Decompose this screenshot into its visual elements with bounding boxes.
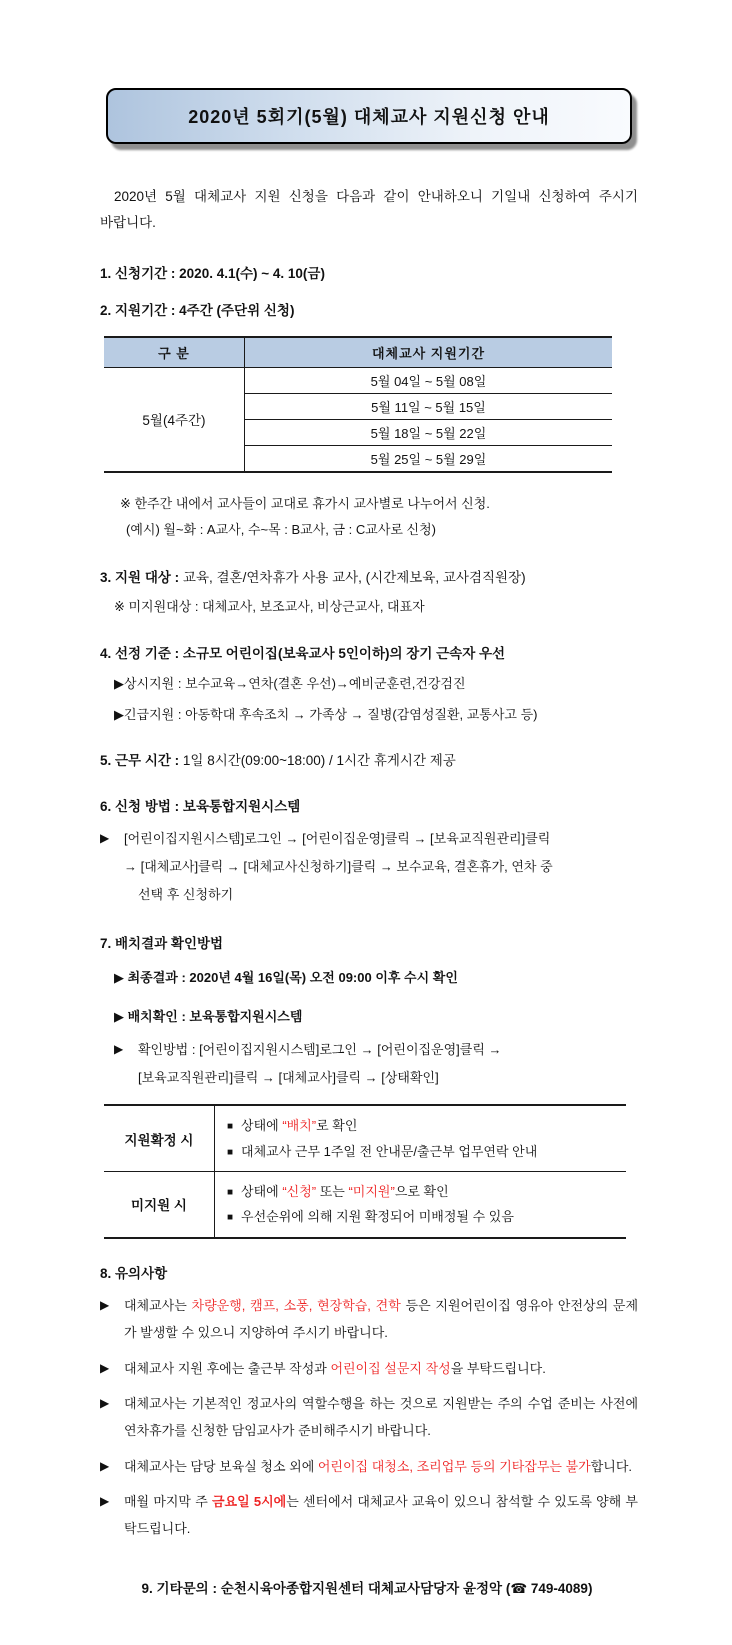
- section-3-text: 교육, 결혼/연차휴가 사용 교사, (시간제보육, 교사겸직원장): [182, 569, 526, 585]
- table-note-line1: ※ 한주간 내에서 교사들이 교대로 휴가시 교사별로 나누어서 신청.: [120, 495, 490, 511]
- table-cell-week4: 5월 25일 ~ 5월 29일: [370, 451, 487, 467]
- section-3-note: ※ 미지원대상 : 대체교사, 보조교사, 비상근교사, 대표자: [114, 599, 425, 615]
- section-7-check-method: [100, 1036, 638, 1092]
- section-1-application-period: 1. 신청기간 : 2020. 4.1(수) ~ 4. 10(금): [100, 265, 325, 281]
- document-title: 2020년 5회기(5월) 대체교사 지원신청 안내: [106, 88, 632, 144]
- table-note: [100, 491, 638, 543]
- section-3-label: 3. 지원 대상 :: [100, 569, 183, 585]
- table-row-label: 5월(4주간): [104, 367, 245, 472]
- survey-request-text: 어린이집 설문지 작성: [330, 1360, 451, 1376]
- square-bullet-icon: ■: [227, 1212, 234, 1224]
- section-7-placement-check: [100, 933, 638, 1092]
- table-cell-week1: 5월 04일 ~ 5월 08일: [245, 367, 613, 393]
- not-supported-item1: ■ 상태에 “신청” 또는 “미지원”으로 확인: [227, 1183, 449, 1199]
- triangle-bullet-icon: ▶: [100, 1493, 110, 1508]
- not-supported-item2: ■ 우선순위에 의해 지원 확정되어 미배정될 수 있음: [227, 1209, 514, 1225]
- section-5-working-hours: [100, 750, 638, 772]
- table-note-line2: (예시) 월~화 : A교사, 수~목 : B교사, 금 : C교사로 신청): [126, 521, 437, 537]
- section-6-application-method: [100, 796, 638, 909]
- status-badge-placed: “배치”: [282, 1118, 317, 1134]
- table-cell-week3: 5월 18일 ~ 5월 22일: [245, 419, 613, 445]
- triangle-bullet-icon: ▶: [100, 1396, 110, 1411]
- prohibited-tasks-text: 어린이집 대청소, 조리업무 등의 기타잡무는 불가: [317, 1458, 591, 1474]
- table-row-not-supported: [104, 1171, 626, 1237]
- square-bullet-icon: ■: [227, 1186, 234, 1198]
- precaution-item-3: ▶ 대체교사는 기본적인 정교사의 역할수행을 하는 것으로 지원받는 주의 수업 준비는 사전에 연차휴가를 신청한 담임교사가 준비해주시기 바랍니다.: [100, 1390, 638, 1445]
- table-header-row: [104, 337, 612, 368]
- section-8-heading: 8. 유의사항: [100, 1265, 168, 1281]
- precaution-item-1: ▶ 대체교사는 차량운행, 캠프, 소풍, 현장학습, 견학 등은 지원어린이집 영유아 안전상의 문제가 발생할 수 있으니 지양하여 주시기 바랍니다.: [100, 1292, 638, 1347]
- square-bullet-icon: ■: [227, 1146, 234, 1158]
- square-bullet-icon: ■: [227, 1121, 234, 1133]
- status-badge-applied: “신청”: [282, 1183, 317, 1199]
- section-6-heading: 6. 신청 방법 : 보육통합지원시스템: [100, 798, 301, 814]
- support-period-table: [104, 336, 612, 473]
- triangle-bullet-icon: ▶: [100, 1298, 110, 1313]
- section-7-heading: 7. 배치결과 확인방법: [100, 936, 224, 952]
- confirmed-item1: ■ 상태에 “배치”로 확인: [227, 1118, 358, 1134]
- section-2-support-period: 2. 지원기간 : 4주간 (주단위 신청): [100, 303, 295, 319]
- section-3-eligibility: [100, 567, 638, 619]
- table-row: [104, 367, 612, 393]
- training-time-text: 금요일 5시에: [211, 1493, 287, 1509]
- section-4-regular-support: ▶상시지원 : 보수교육→연차(결혼 우선)→예비군훈련,건강검진: [114, 675, 466, 691]
- section-4-urgent-support: ▶긴급지원 : 아동학대 후속조치 → 가족상 → 질병(감염성질환, 교통사고 등): [114, 706, 538, 722]
- confirmed-label: 지원확정 시: [104, 1105, 215, 1171]
- section-8-precautions: [100, 1263, 638, 1543]
- section-5-text: 1일 8시간(09:00~18:00) / 1시간 휴게시간 제공: [182, 753, 456, 769]
- section-9-contact: 9. 기타문의 : 순천시육아종합지원센터 대체교사담당자 윤정악 (☎ 749-4089): [141, 1580, 593, 1596]
- precaution-item-4: ▶ 대체교사는 담당 보육실 청소 외에 어린이집 대청소, 조리업무 등의 기타잡무는 불가합니다.: [100, 1453, 638, 1480]
- section-5-label: 5. 근무 시간 :: [100, 753, 183, 769]
- triangle-bullet-icon: ▶: [100, 1360, 110, 1375]
- status-result-table: [104, 1104, 626, 1238]
- triangle-bullet-icon: ▶: [100, 1458, 110, 1473]
- not-supported-label: 미지원 시: [104, 1171, 215, 1237]
- section-6-step-line3: 선택 후 신청하기: [138, 887, 234, 903]
- section-4-selection-criteria: [100, 643, 638, 726]
- section-6-steps: [100, 825, 638, 909]
- section-7-check-line1: 확인방법 : [어린이집지원시스템]로그인 → [어린이집운영]클릭 →: [138, 1042, 502, 1058]
- restricted-activities-text: 차량운행, 캠프, 소풍, 현장학습, 견학: [191, 1298, 401, 1314]
- section-7-check-line2: [보육교직원관리]클릭 → [대체교사]클릭 → [상태확인]: [138, 1070, 439, 1086]
- section-4-heading: 4. 선정 기준 : 소규모 어린이집(보육교사 5인이하)의 장기 근속자 우선: [100, 646, 506, 662]
- triangle-bullet-icon: ▶: [100, 831, 110, 846]
- table-header-category: 구 분: [104, 337, 245, 368]
- section-7-placement-confirm: ▶ 배치확인 : 보육통합지원시스템: [114, 1008, 303, 1024]
- status-badge-unsupported: “미지원”: [348, 1183, 395, 1199]
- confirmed-item2: ■ 대체교사 근무 1주일 전 안내문/출근부 업무연락 안내: [227, 1143, 538, 1159]
- section-6-step-line2: → [대체교사]클릭 → [대체교사신청하기]클릭 → 보수교육, 결혼휴가, 연차 중: [124, 859, 553, 875]
- table-header-period: 대체교사 지원기간: [245, 337, 613, 368]
- table-cell-week2: 5월 11일 ~ 5월 15일: [245, 393, 613, 419]
- triangle-bullet-icon: ▶: [114, 1042, 124, 1057]
- section-6-step-line1: [어린이집지원시스템]로그인 → [어린이집운영]클릭 → [보육교직원관리]클릭: [124, 831, 551, 847]
- intro-paragraph: 2020년 5월 대체교사 지원 신청을 다음과 같이 안내하오니 기일내 신청하여 주시기 바랍니다.: [100, 189, 638, 231]
- precaution-item-5: ▶ 매월 마지막 주 금요일 5시에는 센터에서 대체교사 교육이 있으니 참석할 수 있도록 양해 부탁드립니다.: [100, 1488, 638, 1543]
- table-row-confirmed: [104, 1105, 626, 1171]
- section-7-final-result: ▶ 최종결과 : 2020년 4월 16일(목) 오전 09:00 이후 수시 확인: [114, 969, 458, 985]
- precaution-item-2: ▶ 대체교사 지원 후에는 출근부 작성과 어린이집 설문지 작성을 부탁드립니다.: [100, 1355, 638, 1382]
